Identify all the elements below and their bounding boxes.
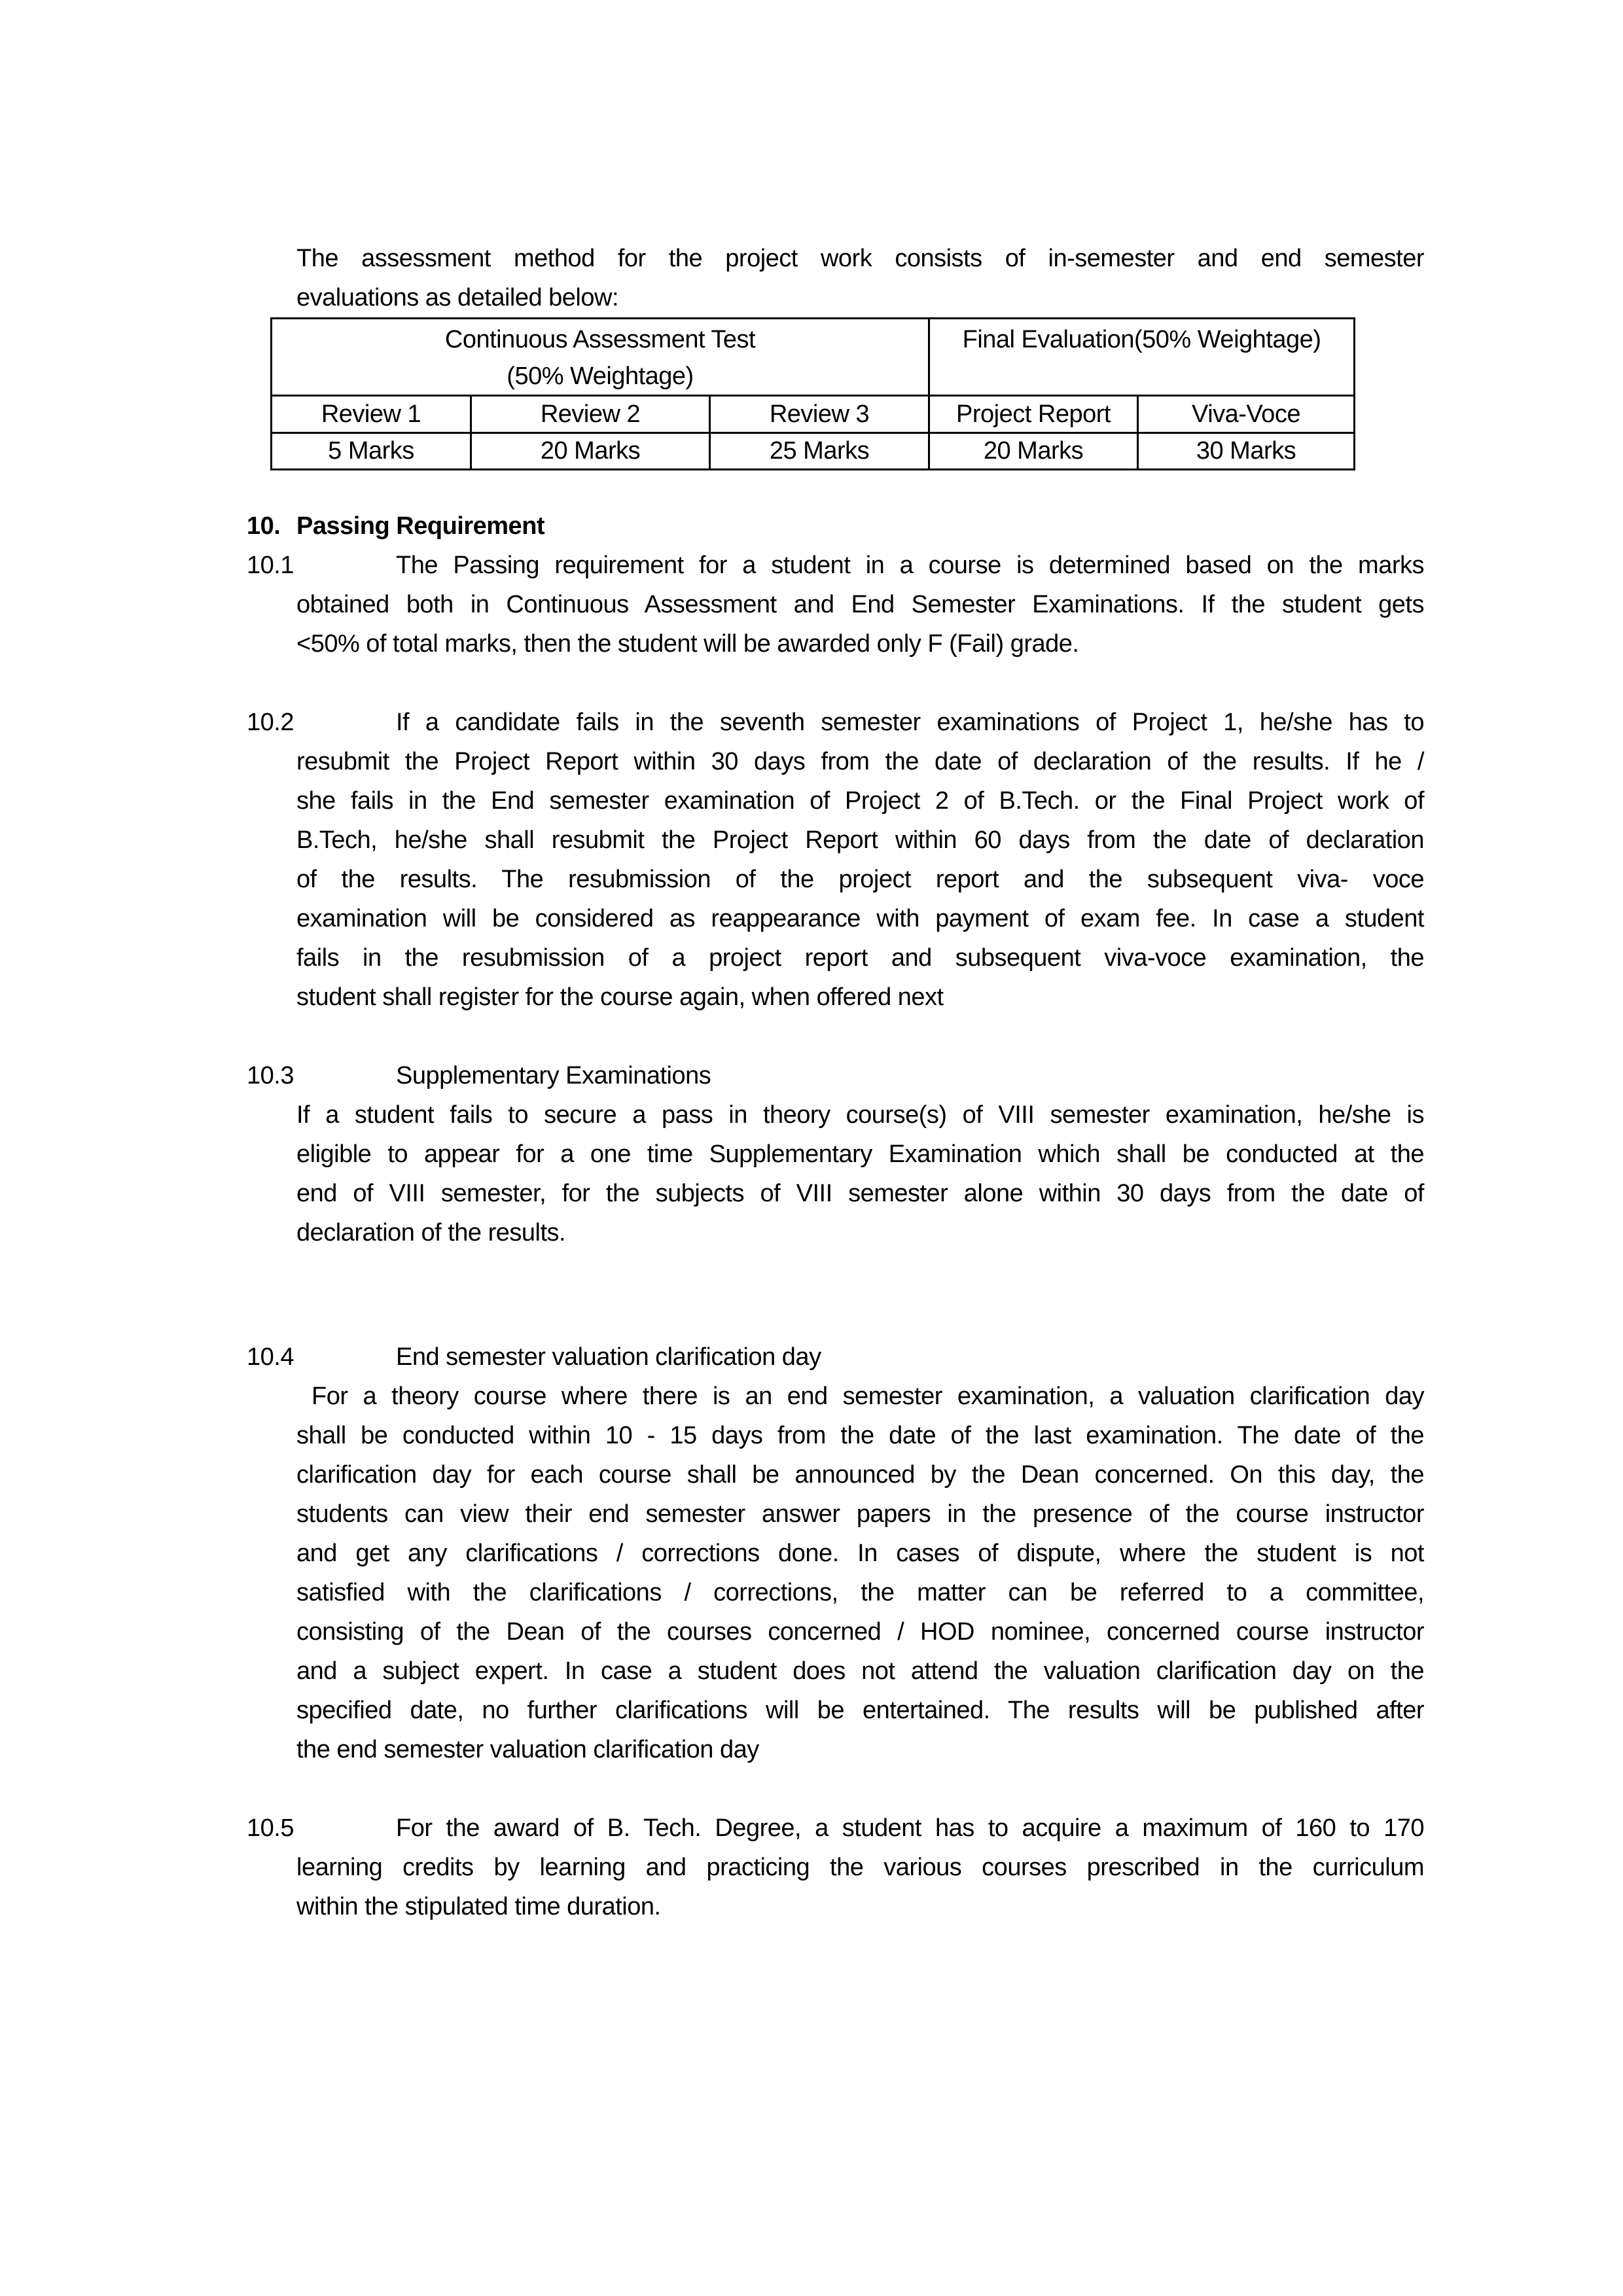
text-line: 10.5 For the award of B. Tech. Degree, a student has to acquire a maximum of 160 to 170 (296, 1809, 1424, 1848)
table-columns-row (272, 396, 1355, 433)
heading-10-3-supplementary-examinations (247, 1056, 1424, 1095)
col-project-report: Project Report (929, 396, 1138, 433)
text-line: and get any clarifications / corrections done. In cases of dispute, where the student is not (296, 1540, 1424, 1567)
item-number: 10. (247, 512, 281, 540)
item-number: 10.4 (247, 1343, 294, 1371)
paragraph-10-5 (247, 1809, 1424, 1926)
text-line: obtained both in Continuous Assessment and End Semester Examinations. If the student gets (296, 591, 1424, 618)
text-line: eligible to appear for a one time Supplementary Examination which shall be conducted at the (296, 1140, 1424, 1168)
header-cell-continuous-assessment (272, 319, 929, 396)
paragraph-10-3 (296, 1095, 1424, 1252)
col-viva-voce: Viva-Voce (1138, 396, 1355, 433)
heading-10-4-valuation-clarification-day (247, 1337, 1424, 1377)
text-line: 10.4 End semester valuation clarification day (296, 1337, 1424, 1377)
text-line: shall be conducted within 10 - 15 days from the date of the last examination. The date of the (296, 1422, 1424, 1449)
intro-paragraph (296, 239, 1424, 317)
marks-project-report: 20 Marks (929, 433, 1138, 470)
marks-review-2: 20 Marks (471, 433, 710, 470)
col-review-3: Review 3 (710, 396, 929, 433)
text-line: clarification day for each course shall be announced by the Dean concerned. On this day, the (296, 1461, 1424, 1489)
text-line: Continuous Assessment Test (444, 326, 756, 353)
text-line: examination will be considered as reappearance with payment of exam fee. In case a student (296, 905, 1424, 932)
text-line: consisting of the Dean of the courses concerned / HOD nominee, concerned course instructor (296, 1618, 1424, 1646)
assessment-table (270, 317, 1355, 470)
marks-viva-voce: 30 Marks (1138, 433, 1355, 470)
text-line: and a subject expert. In case a student does not attend the valuation clarification day on the (296, 1657, 1424, 1685)
header-cell-final-evaluation (929, 319, 1355, 396)
text-line: Final Evaluation(50% Weightage) (962, 326, 1321, 353)
text-line: within the stipulated time duration. (296, 1893, 661, 1920)
text-line: <50% of total marks, then the student will be awarded only F (Fail) grade. (296, 630, 1079, 658)
col-review-1: Review 1 (272, 396, 471, 433)
item-number: 10.5 (247, 1814, 294, 1842)
text-line: student shall register for the course again, when offered next (296, 983, 944, 1011)
text-line: specified date, no further clarifications will be entertained. The results will be published after (296, 1697, 1424, 1724)
text-line: For a theory course where there is an end semester examination, a valuation clarification day (296, 1383, 1424, 1410)
text-line: resubmit the Project Report within 30 days from the date of declaration of the results. If he / (296, 748, 1424, 775)
text-line: 10.1 The Passing requirement for a student in a course is determined based on the marks (296, 546, 1424, 585)
text-line: learning credits by learning and practicing the various courses prescribed in the curriculum (296, 1854, 1424, 1881)
section-heading-passing-requirement (247, 506, 1424, 546)
item-number: 10.1 (247, 552, 294, 579)
text-line: If a student fails to secure a pass in theory course(s) of VIII semester examination, he/she is (296, 1101, 1424, 1129)
text-line: (50% Weightage) (507, 362, 694, 390)
paragraph-10-1 (247, 546, 1424, 663)
text-line: the end semester valuation clarification day (296, 1736, 759, 1763)
text-line: students can view their end semester answer papers in the presence of the course instructor (296, 1500, 1424, 1528)
text-line: 10.3 Supplementary Examinations (296, 1056, 1424, 1095)
item-number: 10.2 (247, 709, 294, 736)
text-line: end of VIII semester, for the subjects of VIII semester alone within 30 days from the date of (296, 1180, 1424, 1207)
text-line: The assessment method for the project work consists of in-semester and end semester (296, 245, 1424, 272)
text-line: 10. Passing Requirement (296, 506, 1424, 546)
text-line: 10.2 If a candidate fails in the seventh semester examinations of Project 1, he/she has to (296, 703, 1424, 742)
text-line: declaration of the results. (296, 1219, 566, 1246)
text-line: of the results. The resubmission of the project report and the subsequent viva- voce (296, 866, 1424, 893)
text-line: evaluations as detailed below: (296, 284, 619, 311)
table-header-row (272, 319, 1355, 396)
paragraph-10-4 (296, 1377, 1424, 1769)
item-number: 10.3 (247, 1062, 294, 1089)
text-line: she fails in the End semester examination of Project 2 of B.Tech. or the Final Project work of (296, 787, 1424, 815)
paragraph-10-2 (247, 703, 1424, 1017)
marks-review-3: 25 Marks (710, 433, 929, 470)
table-marks-row (272, 433, 1355, 470)
text-line: fails in the resubmission of a project report and subsequent viva-voce examination, the (296, 944, 1424, 972)
col-review-2: Review 2 (471, 396, 710, 433)
text-line: satisfied with the clarifications / corrections, the matter can be referred to a committee, (296, 1579, 1424, 1606)
marks-review-1: 5 Marks (272, 433, 471, 470)
text-line: B.Tech, he/she shall resubmit the Project Report within 60 days from the date of declaration (296, 826, 1424, 854)
